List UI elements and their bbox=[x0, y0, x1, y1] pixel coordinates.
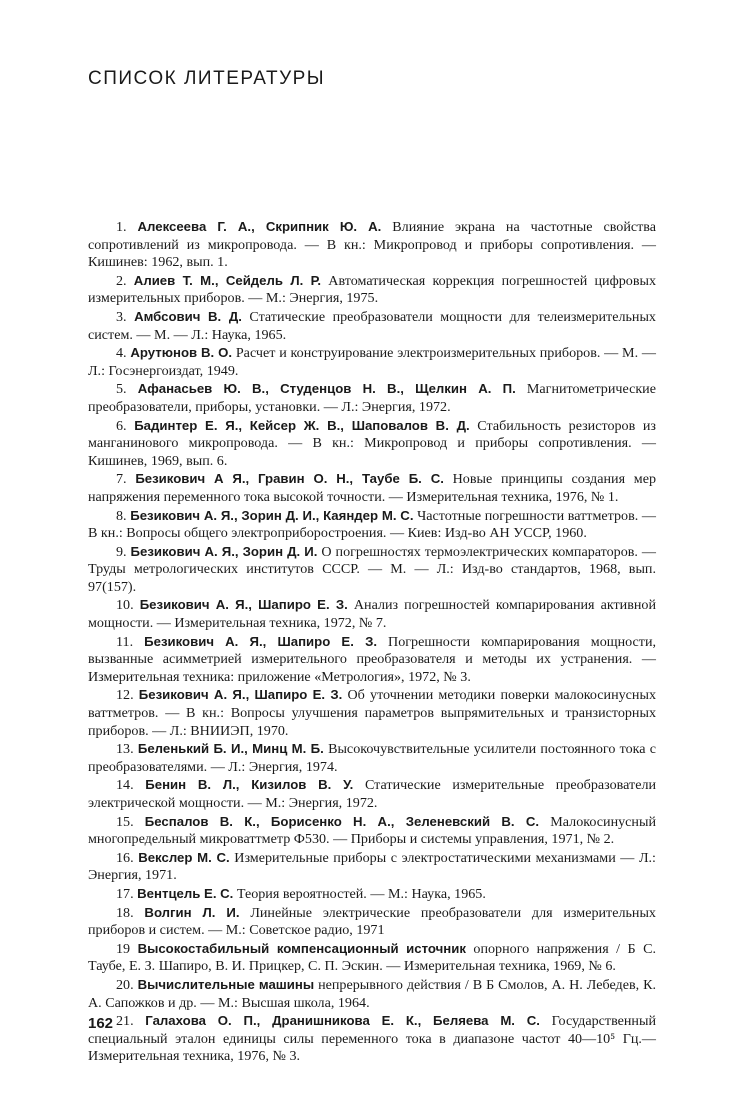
reference-item bbox=[88, 308, 656, 344]
ref-authors: Безикович А. Я., Зорин Д. И. bbox=[130, 543, 318, 559]
reference-item bbox=[88, 507, 656, 543]
ref-number: 8. bbox=[116, 507, 127, 524]
reference-item bbox=[88, 686, 656, 740]
reference-item bbox=[88, 380, 656, 416]
reference-item bbox=[88, 740, 656, 776]
ref-number: 20. bbox=[116, 976, 134, 993]
ref-authors: Вентцель Е. С. bbox=[137, 885, 234, 901]
ref-number: 12. bbox=[116, 687, 134, 704]
ref-authors: Безикович А Я., Гравин О. Н., Таубе Б. С. bbox=[135, 471, 444, 487]
ref-text: Об уточнении методики поверки малокосинусных ваттметров. — В кн.: Вопросы улучшения параметров выпрямительных и транзисторных приборов. — Л.: ВНИИЭП, 1970. bbox=[88, 687, 656, 739]
ref-number: 19 bbox=[116, 940, 131, 957]
reference-item bbox=[88, 849, 656, 885]
ref-authors: Беленький Б. И., Минц М. Б. bbox=[137, 741, 324, 757]
ref-number: 18. bbox=[116, 904, 134, 921]
reference-item bbox=[88, 904, 656, 940]
ref-number: 9. bbox=[116, 543, 127, 560]
ref-text: Статические преобразователи мощности для телеизмерительных систем. — М. — Л.: Наука, 1965. bbox=[88, 308, 656, 343]
ref-text: Малокосинусный многопредельный микроваттметр Ф530. — Приборы и системы управления, 1971, № 2. bbox=[88, 813, 656, 848]
ref-text: Статические измерительные преобразователи электрической мощности. — М.: Энергия, 1972. bbox=[88, 777, 657, 811]
reference-item bbox=[88, 596, 656, 632]
ref-text: Частотные погрешности ваттметров. — В кн.: Вопросы общего электроприборостроения. — Киев: Изд-во АН УССР, 1960. bbox=[88, 507, 656, 542]
ref-text: Погрешности компарирования мощности, вызванные асимметрией измерительного преобразователя и методы их устранения. — Измерительная техника: приложение «Метрология», 1972, № 3. bbox=[88, 633, 657, 685]
reference-list bbox=[88, 218, 656, 1066]
ref-number: 6. bbox=[116, 417, 127, 434]
ref-text: О погрешностях термоэлектрических компараторов. — Труды метрологических институтов СССР. — М. — Л.: Изд-во стандартов, 1968, вып. 97(157). bbox=[88, 543, 656, 595]
ref-authors: Алексеева Г. А., Скрипник Ю. А. bbox=[137, 219, 382, 234]
ref-text: Новые принципы создания мер напряжения переменного тока высокой точности. — Измерительная техника, 1976, № 1. bbox=[88, 471, 656, 505]
ref-number: 14. bbox=[116, 777, 134, 794]
reference-item bbox=[88, 218, 656, 272]
ref-text: Линейные электрические преобразователи для измерительных приборов и систем. — М.: Советское радио, 1971 bbox=[88, 904, 656, 939]
ref-number: 11. bbox=[116, 633, 134, 650]
ref-text: Автоматическая коррекция погрешностей цифровых измерительных приборов. — М.: Энергия, 1975. bbox=[88, 272, 656, 307]
ref-number: 1. bbox=[116, 219, 127, 235]
reference-item bbox=[88, 1012, 656, 1066]
ref-number: 10. bbox=[116, 597, 134, 614]
ref-number: 4. bbox=[116, 345, 127, 362]
ref-text: Измерительные приборы с электростатическими механизмами — Л.: Энергия, 1971. bbox=[88, 849, 656, 884]
ref-authors: Алиев Т. М., Сейдель Л. Р. bbox=[133, 272, 322, 288]
reference-item bbox=[88, 885, 656, 904]
ref-text: Высокочувствительные усилители постоянного тока с преобразователями. — Л.: Энергия, 1974. bbox=[88, 741, 657, 775]
ref-text: Магнитометрические преобразователи, приборы, установки. — Л.: Энергия, 1972. bbox=[88, 381, 656, 415]
reference-item bbox=[88, 940, 656, 976]
ref-text: Теория вероятностей. — М.: Наука, 1965. bbox=[236, 885, 486, 902]
ref-text: Стабильность резисторов из манганинового микропровода. — В кн.: Микропровод и приборы сопротивления. — Кишинев, 1969, вып. 6. bbox=[88, 417, 656, 469]
ref-authors: Арутюнов В. О. bbox=[130, 345, 233, 361]
ref-authors: Безикович А. Я., Шапиро Е. З. bbox=[139, 597, 348, 613]
ref-authors: Беспалов В. К., Борисенко Н. А., Зеленевский В. С. bbox=[144, 813, 540, 829]
page-number: 162 bbox=[88, 1015, 114, 1032]
ref-authors: Безикович А. Я., Шапиро Е. З. bbox=[144, 633, 377, 649]
ref-authors: Бадинтер Е. Я., Кейсер Ж. В., Шаповалов В. Д. bbox=[134, 417, 470, 433]
ref-number: 2. bbox=[116, 272, 127, 289]
ref-authors: Афанасьев Ю. В., Студенцов Н. В., Щелкин А. П. bbox=[137, 381, 516, 397]
page-title: СПИСОК ЛИТЕРАТУРЫ bbox=[88, 68, 326, 89]
ref-authors: Амбсович В. Д. bbox=[134, 308, 242, 324]
ref-text: опорного напряжения / Б С. Таубе, Е. З. Шапиро, В. И. Прицкер, С. П. Эскин. — Измерительная техника, 1969, № 6. bbox=[88, 940, 656, 975]
ref-number: 3. bbox=[116, 308, 127, 325]
reference-item bbox=[88, 470, 656, 506]
ref-number: 15. bbox=[116, 813, 134, 830]
ref-number: 16. bbox=[116, 849, 134, 866]
reference-item bbox=[88, 813, 656, 849]
ref-text: Влияние экрана на частотные свойства сопротивлений из микропровода. — В кн.: Микропровод и приборы сопротивления. — Кишинев: 1962, вып. 1. bbox=[88, 219, 656, 271]
ref-text: Государственный специальный эталон единицы силы переменного тока в диапазоне частот 40—10⁵ Гц.— Измерительная техника, 1976, № 3. bbox=[88, 1013, 656, 1065]
ref-number: 7. bbox=[116, 471, 127, 488]
reference-item bbox=[88, 272, 656, 308]
ref-authors: Волгин Л. И. bbox=[144, 904, 240, 920]
ref-authors: Вычислительные машины bbox=[137, 976, 315, 992]
ref-authors: Бенин В. Л., Кизилов В. У. bbox=[145, 777, 354, 793]
ref-authors: Высокостабильный компенсационный источник bbox=[137, 940, 466, 956]
reference-item bbox=[88, 976, 656, 1012]
ref-authors: Безикович А. Я., Зорин Д. И., Каяндер М. С. bbox=[130, 507, 414, 523]
ref-authors: Безикович А. Я., Шапиро Е. З. bbox=[138, 687, 343, 703]
ref-number: 5. bbox=[116, 381, 127, 398]
reference-item bbox=[88, 543, 656, 597]
reference-item bbox=[88, 417, 656, 471]
ref-number: 13. bbox=[116, 741, 134, 758]
reference-item bbox=[88, 633, 656, 687]
ref-number: 17. bbox=[116, 885, 134, 902]
ref-authors: Галахова О. П., Дранишникова Е. К., Беляева М. С. bbox=[145, 1013, 540, 1029]
ref-text: Расчет и конструирование электроизмерительных приборов. — М. — Л.: Госэнергоиздат, 1949. bbox=[88, 345, 656, 379]
reference-item bbox=[88, 344, 656, 380]
ref-authors: Векслер М. С. bbox=[138, 849, 230, 865]
reference-item bbox=[88, 776, 656, 812]
ref-text: Анализ погрешностей компарирования активной мощности. — Измерительная техника, 1972, № 7. bbox=[88, 597, 656, 632]
ref-text: непрерывного действия / В Б Смолов, А. Н. Лебедев, К. А. Сапожков и др. — М.: Высшая школа, 1964. bbox=[88, 976, 657, 1011]
ref-number: 21. bbox=[116, 1013, 134, 1030]
